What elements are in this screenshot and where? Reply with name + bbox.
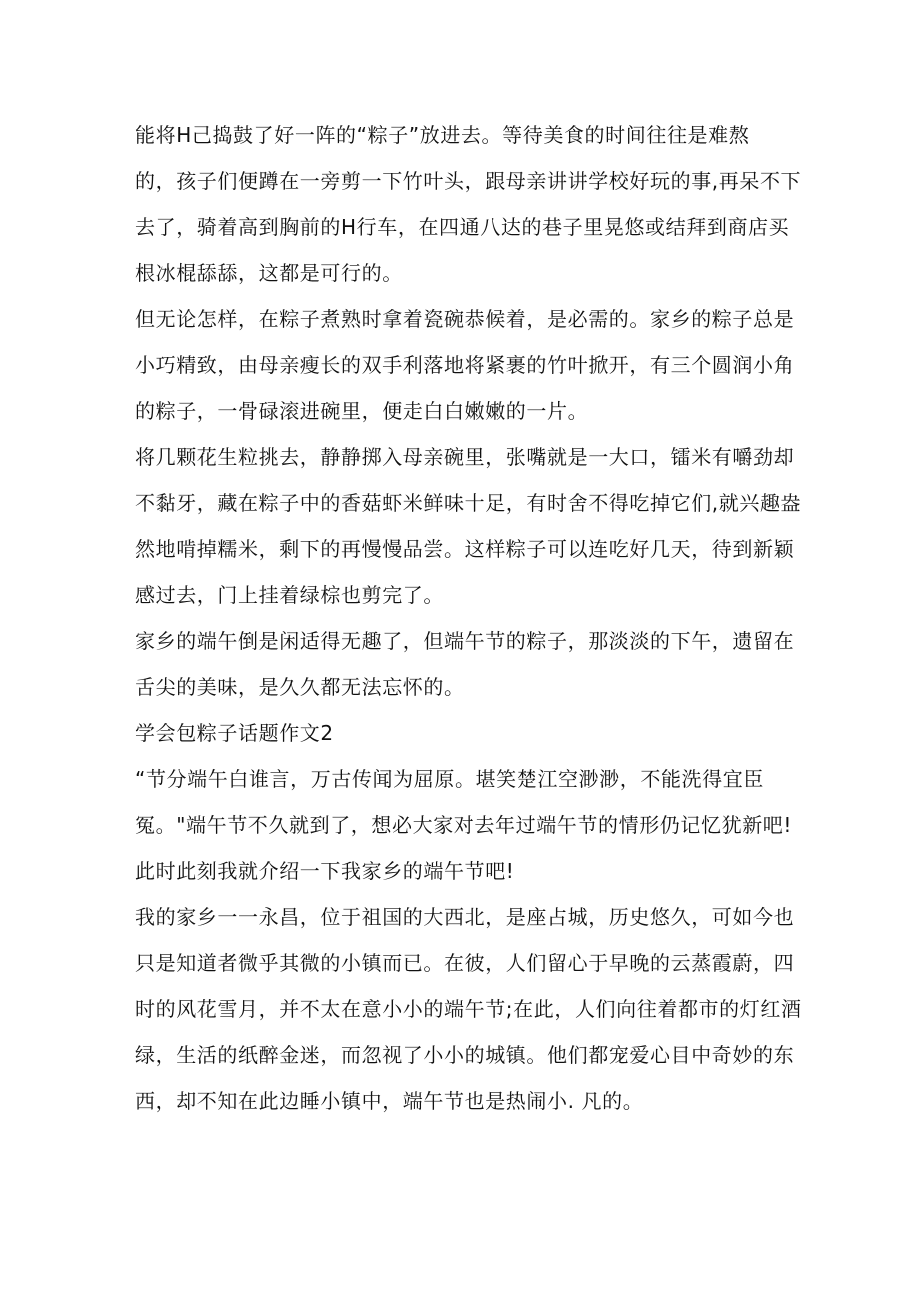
- section-heading: 学会包粽子话题作文2: [135, 721, 334, 745]
- text-line: 但无论怎样，在粽子煮熟时拿着瓷碗恭候着，是必需的。家乡的粽子总是: [135, 307, 795, 331]
- text-line: “节分端午白谁言，万古传闻为屈原。堪笑楚江空渺渺，不能洗得宜臣: [135, 767, 764, 791]
- text-line: 小巧精致，由母亲瘦长的双手利落地将紧裹的竹叶掀开，有三个圆润小角: [135, 353, 795, 377]
- text-line: 绿，生活的纸醉金迷，而忽视了小小的城镇。他们都宠爱心目中奇妙的东: [135, 1043, 795, 1067]
- text-line: 只是知道者微乎其微的小镇而已。在彼，人们留心于早晚的云蒸霞蔚，四: [135, 951, 795, 975]
- text-line: 时的风花雪月，并不太在意小小的端午节;在此，人们向往着都市的灯红酒: [135, 997, 802, 1021]
- text-line: 不黏牙，藏在粽子中的香菇虾米鲜味十足，有时舍不得吃掉它们,就兴趣盎: [135, 491, 802, 515]
- text-line: 冤。"端午节不久就到了，想必大家对去年过端午节的情形仍记忆犹新吧!: [135, 813, 793, 837]
- text-line: 将几颗花生粒挑去，静静掷入母亲碗里，张嘴就是一大口，镭米有嚼劲却: [135, 445, 795, 469]
- text-line: 的，孩子们便蹲在一旁剪一下竹叶头，跟母亲讲讲学校好玩的事,再呆不下: [135, 169, 802, 193]
- text-line: 此时此刻我就介绍一下我家乡的端午节吧!: [135, 859, 515, 883]
- text-line: 的粽子，一骨碌滚进碗里，便走白白嫩嫩的一片。: [135, 399, 589, 423]
- text-line: 舌尖的美味，是久久都无法忘怀的。: [135, 675, 465, 699]
- text-line: 然地啃掉糯米，剩下的再慢慢品尝。这样粽子可以连吃好几天，待到新颖: [135, 537, 795, 561]
- text-line: 能将H己捣鼓了好一阵的“粽子”放进去。等待美食的时间往往是难熬: [135, 123, 750, 147]
- text-line: 去了，骑着高到胸前的H行车，在四通八达的巷子里晃悠或结拜到商店买: [135, 215, 790, 239]
- text-line: 我的家乡一一永昌，位于祖国的大西北，是座占城，历史悠久，可如今也: [135, 905, 795, 929]
- text-line: 感过去，门上挂着绿棕也剪完了。: [135, 583, 444, 607]
- text-line: 西，却不知在此边睡小镇中，端午节也是热闹小. 凡的。: [135, 1089, 644, 1113]
- text-line: 根冰棍舔舔，这都是可行的。: [135, 261, 403, 285]
- body-text: [135, 112, 802, 1124]
- text-line: 家乡的端午倒是闲适得无趣了，但端午节的粽子，那淡淡的下午，遗留在: [135, 629, 795, 653]
